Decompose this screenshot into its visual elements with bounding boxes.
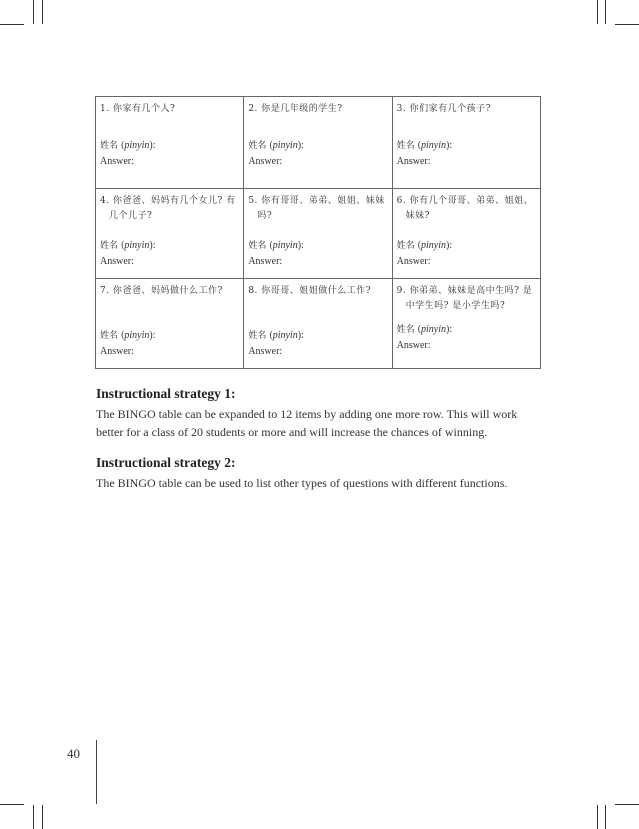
bingo-cell — [392, 189, 540, 279]
crop-mark — [33, 805, 34, 829]
answer-label: Answer: — [248, 346, 283, 357]
instructional-strategy-2 — [96, 455, 546, 492]
name-label: 姓名 (pinyin): — [396, 140, 453, 151]
question-text: 3. 你们家有几个孩子? — [396, 104, 491, 114]
crop-mark — [42, 0, 43, 24]
table-row — [96, 97, 541, 189]
answer-label: Answer: — [396, 340, 431, 351]
answer-label: Answer: — [396, 256, 431, 267]
question-text: 2. 你是几年级的学生? — [248, 104, 343, 114]
crop-mark — [615, 24, 639, 25]
crop-mark — [605, 805, 606, 829]
crop-mark — [33, 0, 34, 24]
strategy-title: Instructional strategy 1: — [96, 386, 236, 401]
strategy-text: The BINGO table can be expanded to 12 items by adding one more row. This will work better for a class of 20 students or more and will increase the chances of winning. — [96, 407, 518, 439]
name-label: 姓名 (pinyin): — [248, 330, 304, 341]
question-text: 7. 你爸爸、妈妈做什么工作? — [100, 286, 223, 296]
name-label: 姓名 (pinyin): — [248, 140, 304, 151]
bingo-cell — [96, 279, 244, 369]
question-text: 4. 你爸爸、妈妈有几个女儿? 有几个儿子? — [100, 196, 236, 221]
bingo-cell — [392, 97, 540, 189]
crop-mark — [0, 804, 24, 805]
crop-mark — [42, 805, 43, 829]
answer-label: Answer: — [100, 256, 134, 267]
strategy-title: Instructional strategy 2: — [96, 455, 236, 470]
answer-label: Answer: — [100, 346, 134, 357]
crop-mark — [0, 24, 24, 25]
bingo-cell — [96, 97, 244, 189]
answer-label: Answer: — [248, 256, 283, 267]
name-label: 姓名 (pinyin): — [396, 240, 453, 251]
question-text: 1. 你家有几个人? — [100, 104, 176, 114]
question-text: 6. 你有几个哥哥、弟弟、姐姐、妹妹? — [396, 196, 534, 221]
question-text: 5. 你有哥哥、弟弟、姐姐、妹妹吗? — [248, 196, 385, 221]
name-label: 姓名 (pinyin): — [248, 240, 304, 251]
name-label: 姓名 (pinyin): — [100, 330, 156, 341]
answer-label: Answer: — [396, 156, 431, 167]
strategy-text: The BINGO table can be used to list other types of questions with different functions. — [96, 476, 508, 490]
page-number: 40 — [67, 746, 80, 761]
answer-label: Answer: — [248, 156, 283, 167]
instructional-strategy-1 — [96, 386, 546, 441]
name-label: 姓名 (pinyin): — [100, 140, 156, 151]
bingo-cell — [244, 189, 392, 279]
bingo-cell — [244, 279, 392, 369]
crop-mark — [605, 0, 606, 24]
table-row — [96, 279, 541, 369]
page-number-rule — [96, 740, 97, 804]
name-label: 姓名 (pinyin): — [396, 324, 453, 335]
crop-mark — [615, 804, 639, 805]
bingo-table — [95, 96, 541, 369]
answer-label: Answer: — [100, 156, 134, 167]
crop-mark — [597, 0, 598, 24]
bingo-cell — [392, 279, 540, 369]
bingo-cell — [244, 97, 392, 189]
table-row — [96, 189, 541, 279]
crop-mark — [597, 805, 598, 829]
name-label: 姓名 (pinyin): — [100, 240, 156, 251]
bingo-cell — [96, 189, 244, 279]
question-text: 8. 你哥哥、姐姐做什么工作? — [248, 286, 372, 296]
question-text: 9. 你弟弟、妹妹是高中生吗? 是中学生吗? 是小学生吗? — [396, 286, 533, 311]
